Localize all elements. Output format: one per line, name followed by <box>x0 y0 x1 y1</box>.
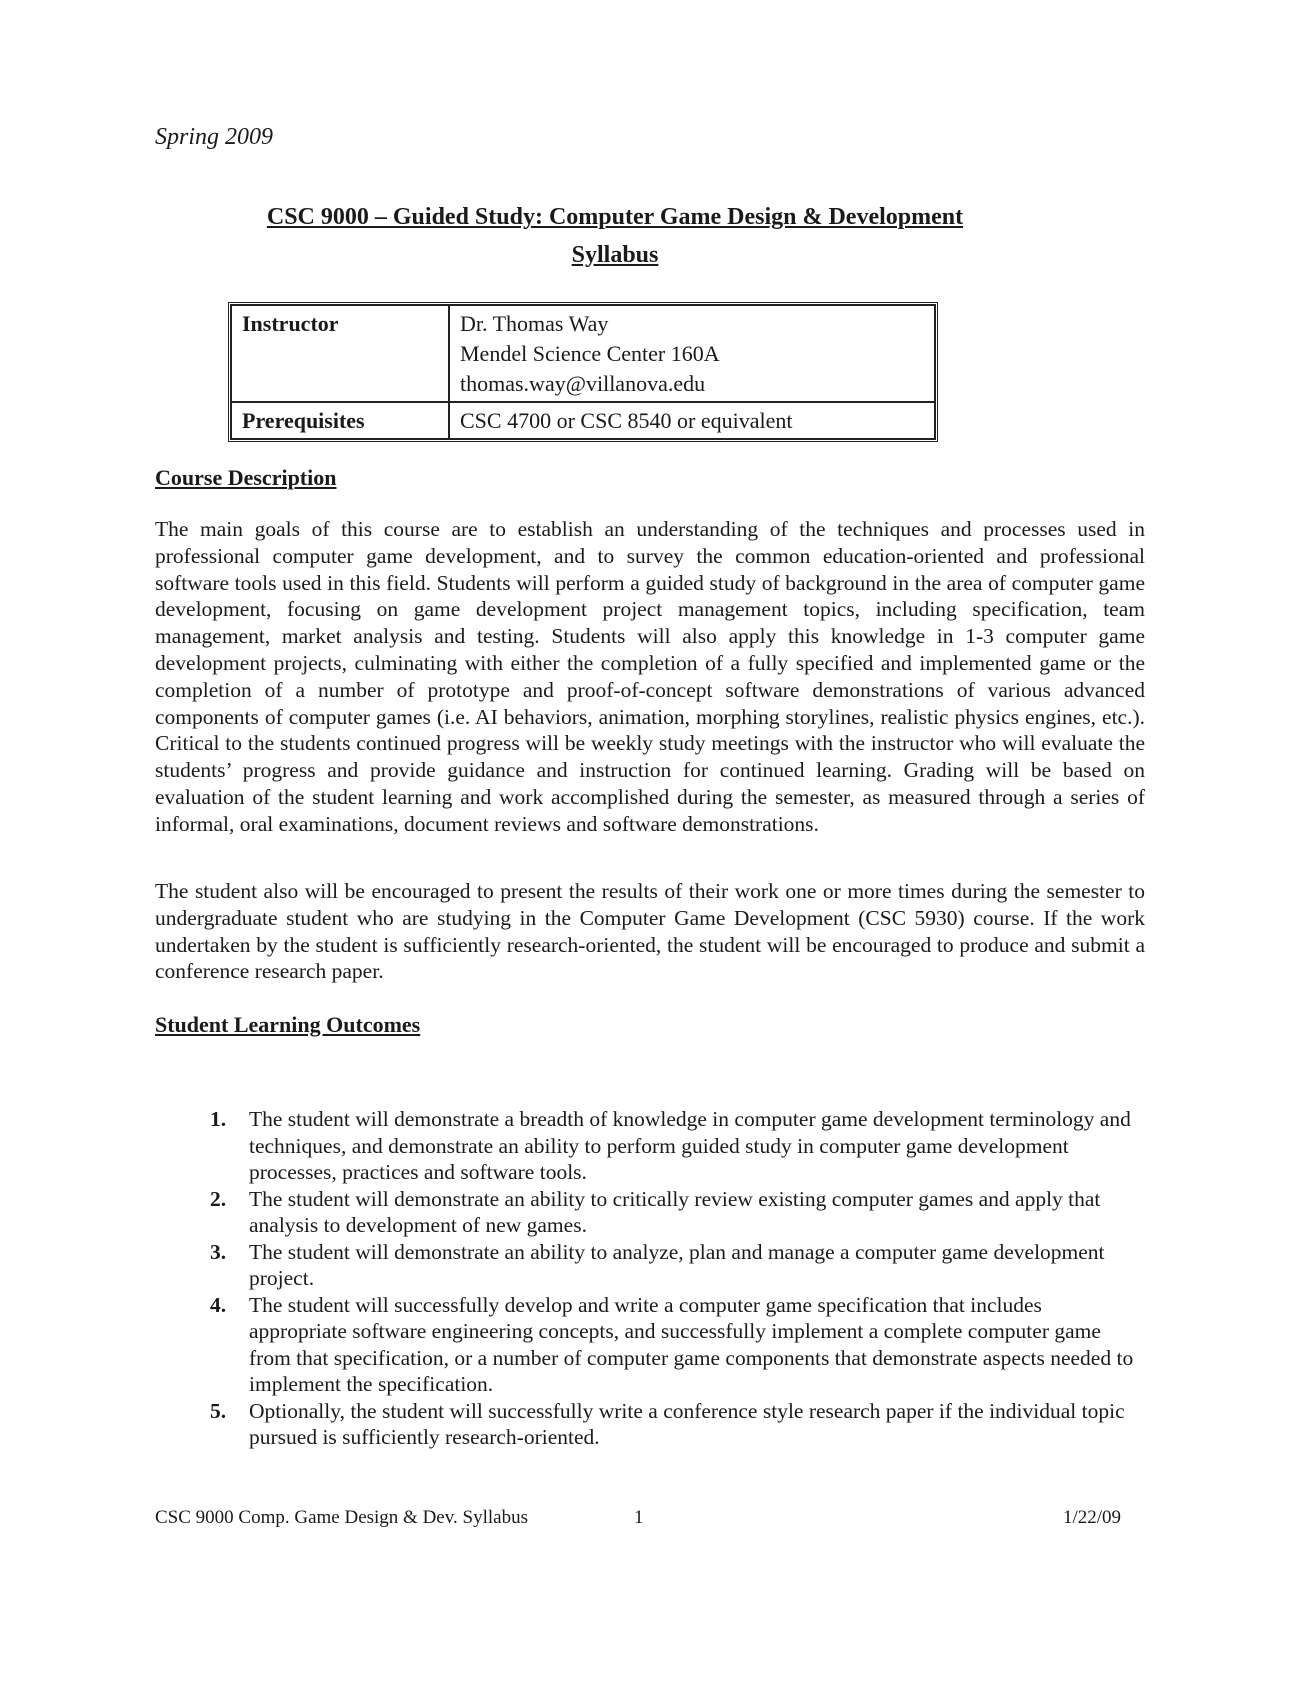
course-title: CSC 9000 – Guided Study: Computer Game Design & Development <box>266 204 964 230</box>
list-item-number: 2. <box>210 1186 227 1211</box>
list-item <box>205 1106 1135 1186</box>
instructor-name: Dr. Thomas Way <box>460 311 609 336</box>
prerequisites-value <box>449 402 935 439</box>
instructor-value <box>449 305 935 402</box>
semester-label: Spring 2009 <box>155 124 274 150</box>
list-item-text: The student will demonstrate an ability to analyze, plan and manage a computer game development project. <box>249 1239 1105 1290</box>
list-item <box>205 1398 1135 1451</box>
list-item-text: The student will demonstrate an ability to critically review existing computer games and apply that analysis to development of new games. <box>249 1186 1101 1237</box>
prerequisites-row <box>231 402 935 439</box>
list-item-text: Optionally, the student will successfully write a conference style research paper if the individual topic pursued is sufficiently research-oriented. <box>249 1398 1125 1449</box>
instructor-row <box>231 305 935 402</box>
list-item-number: 5. <box>210 1398 227 1423</box>
list-item <box>205 1186 1135 1239</box>
instructor-email: thomas.way@villanova.edu <box>460 371 706 396</box>
instructor-office: Mendel Science Center 160A <box>460 341 720 366</box>
learning-outcomes-list <box>205 1106 1135 1451</box>
course-description-heading: Course Description <box>155 465 337 490</box>
footer-document-title: CSC 9000 Comp. Game Design & Dev. Syllabus <box>155 1507 528 1528</box>
footer-page-number: 1 <box>634 1507 644 1528</box>
footer-date: 1/22/09 <box>1063 1507 1122 1528</box>
list-item-number: 3. <box>210 1239 227 1264</box>
document-subtitle: Syllabus <box>571 242 659 268</box>
learning-outcomes-heading: Student Learning Outcomes <box>155 1012 421 1037</box>
list-item-number: 1. <box>210 1107 227 1131</box>
prerequisites-label: Prerequisites <box>231 402 449 439</box>
list-item-number: 4. <box>210 1292 227 1317</box>
instructor-label: Instructor <box>231 305 449 402</box>
course-description-paragraph: The student also will be encouraged to present the results of their work one or more times during the semester to undergraduate student who are studying in the Computer Game Development (CSC 5930) course. If the work undertaken by the student is sufficiently research-oriented, the student will be encouraged to produce and submit a conference research paper. <box>155 879 1145 984</box>
list-item <box>205 1239 1135 1292</box>
list-item <box>205 1292 1135 1398</box>
list-item-text: The student will successfully develop and write a computer game specification that includes appropriate software engineering concepts, and successfully implement a complete computer game from that specification, or a number of computer game components that demonstrate aspects needed to implement the specification. <box>249 1292 1134 1396</box>
course-description-paragraph: The main goals of this course are to establish an understanding of the techniques and processes used in professional computer game development, and to survey the common education-oriented and professional software tools used in this field. Students will perform a guided study of background in the area of computer game development, focusing on game development project management topics, including specification, team management, market analysis and testing. Students will also apply this knowledge in 1-3 computer game development projects, culminating with either the completion of a fully specified and implemented game or the completion of a number of prototype and proof-of-concept software demonstrations of various advanced components of computer games (i.e. AI behaviors, animation, morphing storylines, realistic physics engines, etc.). Critical to the students continued progress will be weekly study meetings with the instructor who will evaluate the students’ progress and provide guidance and instruction for continued learning. Grading will be based on evaluation of the student learning and work accomplished during the semester, as measured through a series of informal, oral examinations, document reviews and software demonstrations. <box>155 517 1145 836</box>
list-item-text: The student will demonstrate a breadth of knowledge in computer game development terminology and techniques, and demonstrate an ability to perform guided study in computer game development processes, practices and software tools. <box>249 1107 1131 1184</box>
course-info-table <box>228 302 938 442</box>
prerequisites-text: CSC 4700 or CSC 8540 or equivalent <box>460 408 793 433</box>
